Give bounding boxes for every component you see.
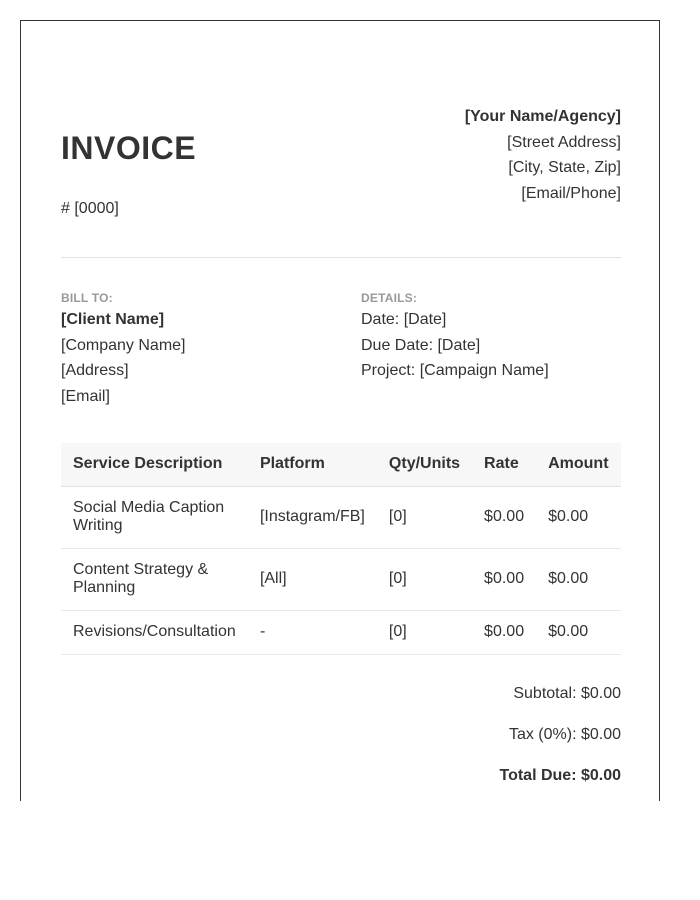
invoice-date: Date: [Date] <box>361 311 447 328</box>
qty-cell: [0] <box>377 610 472 654</box>
due-date: Due Date: [Date] <box>361 336 481 354</box>
sender-city: [City, State, Zip] <box>508 159 621 176</box>
header-amount: Amount <box>536 443 621 486</box>
service-description-cell: Content Strategy & Planning <box>61 548 248 610</box>
amount-cell: $0.00 <box>536 548 621 610</box>
header-divider <box>61 257 621 258</box>
sender-block <box>465 104 621 206</box>
amount-cell: $0.00 <box>536 610 621 654</box>
client-email: [Email] <box>61 387 110 405</box>
qty-cell: [0] <box>377 548 472 610</box>
table-header-row <box>61 443 621 486</box>
sender-contact: [Email/Phone] <box>521 184 621 202</box>
bill-to-block <box>61 291 186 409</box>
platform-cell: - <box>248 610 377 654</box>
sender-street: [Street Address] <box>507 133 621 151</box>
invoice-page <box>20 20 660 801</box>
client-name: [Client Name] <box>61 311 165 328</box>
project-name: Project: [Campaign Name] <box>361 362 549 379</box>
service-description-cell: Social Media Caption Writing <box>61 486 248 548</box>
rate-cell: $0.00 <box>472 486 536 548</box>
platform-cell: [All] <box>248 548 377 610</box>
details-block <box>361 291 549 384</box>
totals-block <box>499 683 621 806</box>
total-due: Total Due: $0.00 <box>499 767 621 784</box>
sender-name: [Your Name/Agency] <box>464 108 621 125</box>
line-items-table <box>61 443 621 655</box>
header-service-description: Service Description <box>61 443 248 486</box>
details-label: DETAILS: <box>361 291 418 305</box>
amount-cell: $0.00 <box>536 486 621 548</box>
tax: Tax (0%): $0.00 <box>508 726 621 743</box>
invoice-title: INVOICE <box>61 130 197 166</box>
rate-cell: $0.00 <box>472 548 536 610</box>
rate-cell: $0.00 <box>472 610 536 654</box>
platform-cell: [Instagram/FB] <box>248 486 377 548</box>
bill-to-label: BILL TO: <box>61 291 113 305</box>
table-row <box>61 610 621 654</box>
invoice-number: # [0000] <box>61 200 119 217</box>
service-description-cell: Revisions/Consultation <box>61 610 248 654</box>
company-name: [Company Name] <box>61 336 186 354</box>
header-platform: Platform <box>248 443 377 486</box>
table-row <box>61 548 621 610</box>
header-qty-units: Qty/Units <box>377 443 472 486</box>
table-row <box>61 486 621 548</box>
client-address: [Address] <box>61 362 129 379</box>
subtotal: Subtotal: $0.00 <box>513 685 621 702</box>
header-rate: Rate <box>472 443 536 486</box>
qty-cell: [0] <box>377 486 472 548</box>
